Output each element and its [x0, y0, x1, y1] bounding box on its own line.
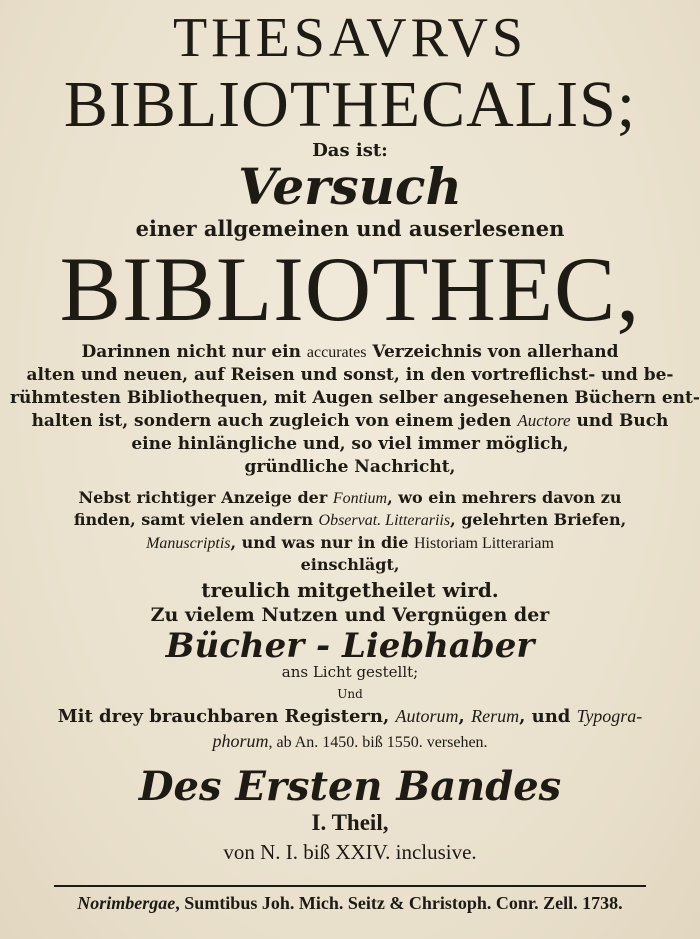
- text-span: und Buch: [570, 410, 669, 431]
- description-paragraph: [10, 341, 700, 479]
- text-span: halten ist, sondern auch zugleich von einem jeden: [31, 410, 518, 431]
- para2-line-4: einschlägt,: [300, 555, 400, 575]
- latin-word: phorum: [212, 731, 269, 752]
- und-line: Und: [337, 687, 363, 701]
- title-line-2: BIBLIOTHECALIS;: [63, 68, 637, 141]
- para1-line-1: [10, 341, 690, 364]
- para2-line-3: [10, 532, 690, 555]
- ans-licht: ans Licht gestellt;: [281, 663, 419, 681]
- text-span: Darinnen nicht nur ein: [81, 342, 307, 362]
- text-span: , und was nur in die: [230, 532, 414, 552]
- latin-word: Fontium: [332, 489, 388, 507]
- latin-word: Autorum: [395, 706, 459, 726]
- des-ersten-bandes: Des Ersten Bandes: [138, 762, 562, 810]
- divider-rule: [54, 885, 646, 887]
- latin-word: Historiam Litterariam: [413, 534, 554, 552]
- latin-word: Manuscriptis: [146, 534, 231, 552]
- text-span: finden, samt vielen andern: [73, 510, 319, 530]
- imprint-line: [0, 893, 700, 914]
- text-span: ,: [458, 706, 472, 727]
- para1-line-3: rühmtesten Bibliothequen, mit Augen selber angesehenen Büchern ent-: [10, 387, 700, 408]
- latin-word: accurates: [306, 344, 367, 361]
- registers-paragraph: [10, 704, 690, 755]
- text-span: , gelehrten Briefen,: [450, 510, 627, 530]
- subtitle-line: einer allgemeinen und auserlesenen: [135, 216, 565, 241]
- para3-line-2: [10, 729, 690, 754]
- imprint-publisher: , Sumtibus Joh. Mich. Seitz & Christoph. Conr. Zell. 1738.: [175, 893, 623, 913]
- versuch-heading: Versuch: [238, 157, 462, 216]
- text-span: Mit drey brauchbaren Registern,: [57, 706, 396, 727]
- latin-word: Observat. Litterariis: [318, 512, 451, 530]
- text-span: , ab An. 1450. biß 1550. versehen.: [268, 734, 488, 752]
- para1-line-5: eine hinlängliche und, so viel immer möglich,: [131, 433, 569, 454]
- zu-line: Zu vielem Nutzen und Vergnügen der: [150, 604, 550, 626]
- buecher-liebhaber: Bücher - Liebhaber: [165, 626, 535, 666]
- das-ist: Das ist:: [312, 140, 388, 161]
- text-span: , und: [519, 706, 577, 727]
- text-span: Nebst richtiger Anzeige der: [78, 487, 333, 507]
- latin-word: Typogra-: [576, 706, 643, 726]
- range-line: von N. I. biß XXIV. inclusive.: [223, 839, 477, 864]
- title-line-1: THESAVRVS: [172, 7, 528, 69]
- latin-word: Rerum: [471, 706, 520, 726]
- text-span: , wo ein mehrers davon zu: [387, 487, 622, 507]
- theil-line: I. Theil,: [311, 809, 389, 835]
- para3-line-1: [10, 704, 690, 729]
- sources-paragraph: [10, 487, 690, 576]
- para2-line-1: [10, 487, 690, 510]
- imprint-place: Norimbergae: [77, 893, 176, 913]
- latin-word: Auctore: [517, 410, 571, 430]
- para1-line-6: gründliche Nachricht,: [244, 456, 456, 477]
- bibliothec-heading: BIBLIOTHEC,: [59, 238, 641, 340]
- text-span: Verzeichnis von allerhand: [366, 342, 619, 362]
- para2-line-2: [10, 509, 690, 532]
- para1-line-2: alten und neuen, auf Reisen und sonst, in den vortreflichst- und be-: [26, 364, 674, 385]
- treulich-line: treulich mitgetheilet wird.: [201, 578, 499, 602]
- para1-line-4: [10, 410, 690, 433]
